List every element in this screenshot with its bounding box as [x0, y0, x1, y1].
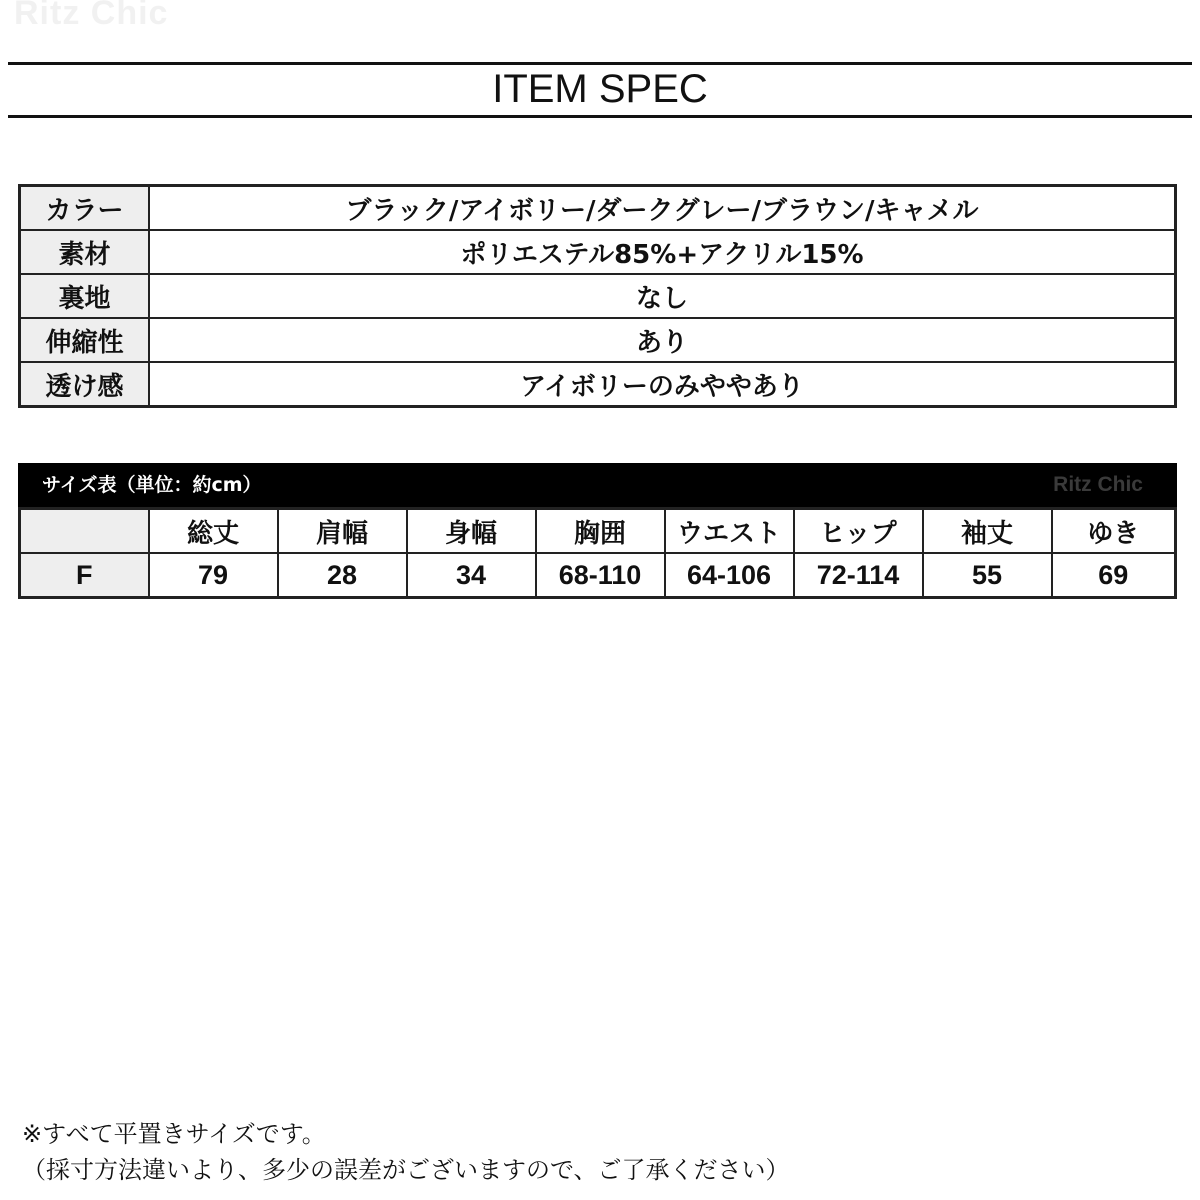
spec-value: あり	[149, 318, 1176, 362]
size-cell: 79	[149, 553, 278, 598]
size-header-cell: ヒップ	[794, 509, 923, 554]
size-table-title: サイズ表（単位：約cm）	[42, 474, 262, 496]
size-data-row	[20, 553, 1176, 598]
size-cell: 28	[278, 553, 407, 598]
size-header-row	[20, 509, 1176, 554]
spec-value: ブラック/アイボリー/ダークグレー/ブラウン/キャメル	[149, 186, 1176, 231]
spec-table	[18, 184, 1177, 408]
spec-row-material	[20, 230, 1176, 274]
spec-row-sheerness	[20, 362, 1176, 407]
spec-label: 伸縮性	[20, 318, 150, 362]
size-cell: 55	[923, 553, 1052, 598]
size-header-cell: 肩幅	[278, 509, 407, 554]
title-banner	[8, 62, 1192, 118]
size-table-header	[18, 463, 1177, 507]
notes	[22, 1116, 790, 1188]
size-cell: 72-114	[794, 553, 923, 598]
note-line: （採寸方法違いより、多少の誤差がございますので、ご了承ください）	[22, 1156, 790, 1184]
size-table-brand-logo: Ritz Chic	[1053, 473, 1143, 496]
size-cell: 64-106	[665, 553, 794, 598]
brand-watermark: Ritz Chic	[14, 0, 169, 32]
size-cell: F	[20, 553, 149, 598]
spec-label: 透け感	[20, 362, 150, 407]
size-header-cell	[20, 509, 149, 554]
size-cell: 34	[407, 553, 536, 598]
size-cell: 68-110	[536, 553, 665, 598]
note-line: ※すべて平置きサイズです。	[22, 1120, 326, 1148]
spec-row-color	[20, 186, 1176, 231]
spec-row-lining	[20, 274, 1176, 318]
spec-value: ポリエステル85%+アクリル15%	[149, 230, 1176, 274]
size-table	[18, 507, 1177, 599]
spec-label: 素材	[20, 230, 150, 274]
size-header-cell: 身幅	[407, 509, 536, 554]
spec-label: 裏地	[20, 274, 150, 318]
size-header-cell: ゆき	[1052, 509, 1176, 554]
size-cell: 69	[1052, 553, 1176, 598]
size-header-cell: 胸囲	[536, 509, 665, 554]
size-header-cell: ウエスト	[665, 509, 794, 554]
spec-value: なし	[149, 274, 1176, 318]
spec-row-stretch	[20, 318, 1176, 362]
size-header-cell: 総丈	[149, 509, 278, 554]
spec-label: カラー	[20, 186, 150, 231]
page-title: ITEM SPEC	[492, 67, 708, 111]
spec-value: アイボリーのみややあり	[149, 362, 1176, 407]
size-header-cell: 袖丈	[923, 509, 1052, 554]
